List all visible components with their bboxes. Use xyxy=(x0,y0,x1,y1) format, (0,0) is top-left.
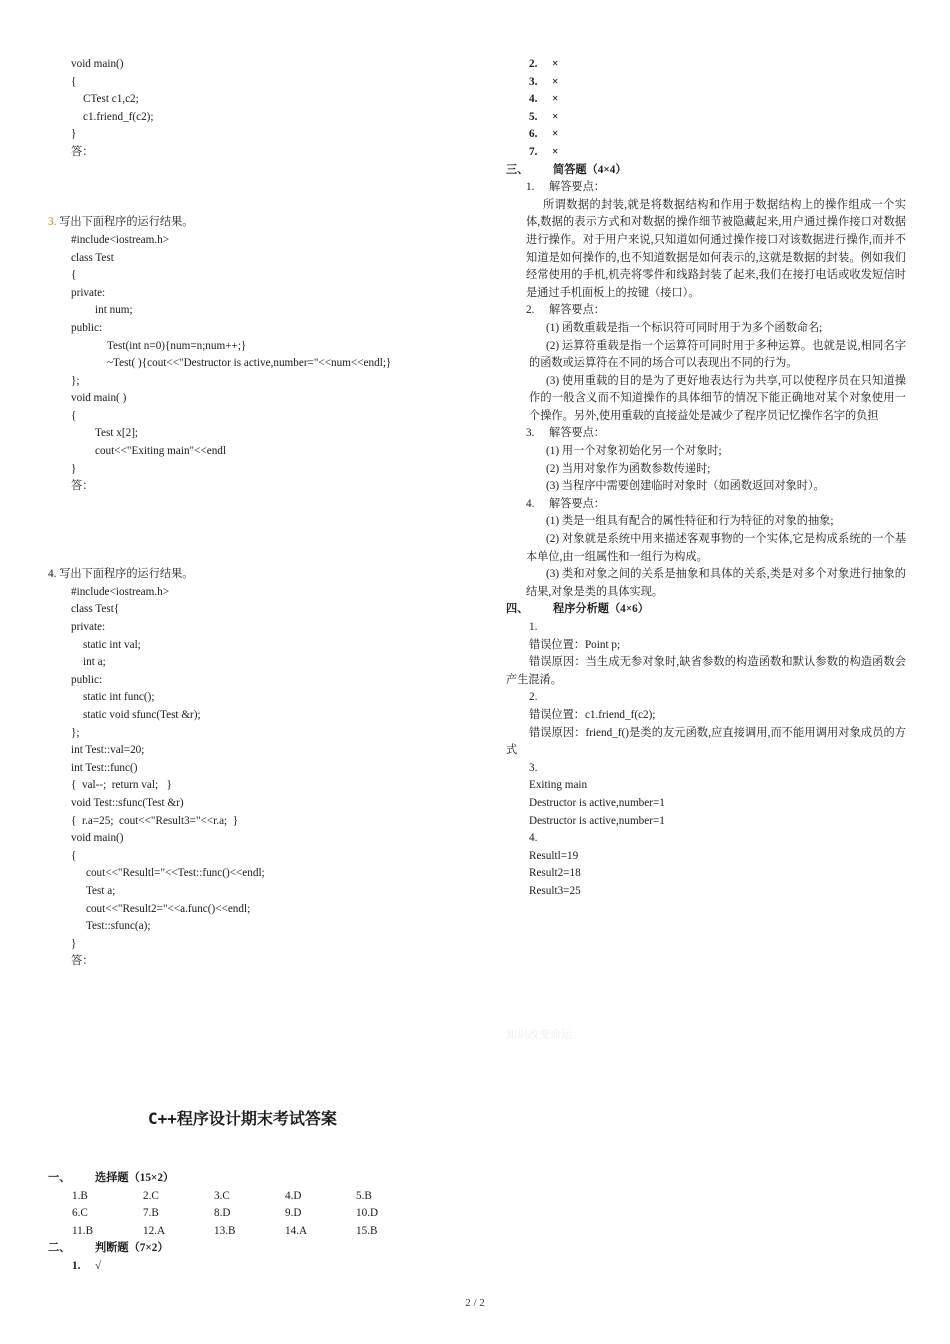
answer-4-point: (1) 类是一组具有配合的属性特征和行为特征的对象的抽象; xyxy=(546,515,834,528)
choice-answers xyxy=(48,1188,468,1241)
answer-4-point: (2) 对象就是系统中用来描述客观事物的一个实体,它是构成系统的一个基本单位,由一组属性和一组行为构成。 xyxy=(526,533,906,563)
page-title: C++程序设计期末考试答案 xyxy=(148,1109,337,1128)
output-line: Destructor is active,number=1 xyxy=(529,814,665,827)
judge-item: 3. × xyxy=(529,75,559,88)
page-number: 2 / 2 xyxy=(465,1297,485,1309)
code-line: { xyxy=(71,269,77,282)
code-line: void main() xyxy=(71,832,124,845)
code-line: void main( ) xyxy=(71,392,127,405)
analysis-3-label: 3. xyxy=(529,761,538,774)
answer-sheet xyxy=(48,1106,468,1276)
code-line: Test a; xyxy=(86,884,116,897)
code-line: int num; xyxy=(95,304,133,317)
code-line: Test::sfunc(a); xyxy=(86,920,151,933)
analysis-2-reason: 错误原因：friend_f()是类的友元函数,应直接调用,而不能用调用对象成员的方式 xyxy=(506,726,906,757)
code-line: static int func(); xyxy=(83,691,155,704)
code-line: { r.a=25; cout<<"Result3="<<r.a; } xyxy=(71,814,239,827)
analysis-1-label: 1. xyxy=(529,621,538,633)
output-line: Resultl=19 xyxy=(529,849,579,862)
analysis-1-reason: 错误原因：当生成无参对象时,缺省参数的构造函数和默认参数的构造函数会产生混淆。 xyxy=(506,656,906,686)
answer-3-head: 3. 解答要点： xyxy=(526,427,605,440)
code-line: }; xyxy=(71,374,80,387)
choice-answer: 6.C xyxy=(72,1207,88,1220)
choice-answer: 12.A xyxy=(143,1224,166,1237)
output-line: Destructor is active,number=1 xyxy=(529,796,665,809)
analysis-2-position: 错误位置：c1.friend_f(c2); xyxy=(529,708,656,721)
question-text: 写出下面程序的运行结果。 xyxy=(59,568,194,581)
code-line: cout<<"Resultl="<<Test::func()<<endl; xyxy=(86,867,265,880)
code-line: { xyxy=(71,75,77,88)
section-1-heading: 一、 选择题（15×2） xyxy=(48,1172,175,1184)
analysis-4-label: 4. xyxy=(529,832,538,845)
watermark: 知识改变命运 xyxy=(506,1029,572,1041)
code-line: private: xyxy=(71,621,106,634)
code-line: int Test::func() xyxy=(71,761,138,774)
answer-3-point: (3) 当程序中需要创建临时对象时（如函数返回对象时）。 xyxy=(546,480,825,493)
code-line: ~Test( ){cout<<"Destructor is active,number="<<num<<endl;} xyxy=(107,357,392,370)
choice-answer: 10.D xyxy=(356,1207,379,1220)
question-4-title xyxy=(48,566,448,584)
answer-1-text: 所谓数据的封装,就是将数据结构和作用于数据结构上的操作组成一个实体,数据的表示方式和对数据的操作细节被隐藏起来,用户通过操作接口对数据进行操作。对于用户来说,只知道如何通过操作接口对该数据进行操作,而并不知道是如何操作的,也不知道数据是如何表示的,这就是数据的封装。例如我们经常使用的手机,机壳将零件和线路封装了起来,我们在接打电话或收发短信时是通过手机面板上的按键（接口）。 xyxy=(526,198,906,299)
answer-3-point: (2) 当用对象作为函数参数传递时; xyxy=(546,462,711,475)
answer-label: 答： xyxy=(71,955,94,968)
code-line: { xyxy=(71,409,77,422)
question-3-title xyxy=(48,214,448,232)
choice-answer: 7.B xyxy=(143,1207,159,1220)
code-line: }; xyxy=(71,726,80,739)
section-2-heading: 二、 判断题（7×2） xyxy=(48,1242,169,1255)
question-number: 4. xyxy=(48,568,57,581)
judge-item: 6. × xyxy=(529,128,559,141)
code-line: { val--; return val; } xyxy=(71,779,172,792)
code-line: public: xyxy=(71,321,103,334)
answer-4-point: (3) 类和对象之间的关系是抽象和具体的关系,类是对多个对象进行抽象的结果,对象是类的具体实现。 xyxy=(526,568,906,598)
code-line: cout<<"Exiting main"<<endl xyxy=(95,445,226,458)
section-4-heading: 四、 程序分析题（4×6） xyxy=(506,603,649,616)
code-line: void main() xyxy=(71,58,124,70)
code-line: void Test::sfunc(Test &r) xyxy=(71,796,184,809)
code-line: class Test xyxy=(71,251,114,264)
choice-answer: 8.D xyxy=(214,1207,231,1220)
judge-item: 1. √ xyxy=(72,1259,102,1272)
answer-1-head: 1. 解答要点： xyxy=(526,181,605,194)
code-line: #include<iostream.h> xyxy=(71,585,170,598)
answer-label: 答： xyxy=(71,480,94,493)
answer-2-point: (1) 函数重载是指一个标识符可同时用于为多个函数命名; xyxy=(546,321,823,334)
code-line: private: xyxy=(71,286,106,299)
code-line: Test(int n=0){num=n;num++;} xyxy=(107,339,247,352)
code-line: { xyxy=(71,849,77,862)
choice-answer: 14.A xyxy=(285,1224,308,1237)
code-line: public: xyxy=(71,673,103,686)
code-line: } xyxy=(71,128,77,141)
judge-item: 5. × xyxy=(529,110,559,123)
choice-answer: 15.B xyxy=(356,1224,378,1237)
answer-2-point: (2) 运算符重载是指一个运算符可同时用于多种运算。也就是说,相同名字的函数或运算符在不同的场合可以表现出不同的行为。 xyxy=(529,339,906,370)
judge-item: 2. × xyxy=(529,58,559,70)
choice-answer: 13.B xyxy=(214,1224,236,1237)
code-line: class Test{ xyxy=(71,603,120,616)
code-line: int a; xyxy=(83,656,106,669)
answer-2-head: 2. 解答要点： xyxy=(526,304,605,317)
judge-item: 4. × xyxy=(529,93,559,106)
choice-answer: 4.D xyxy=(285,1189,302,1202)
code-line: } xyxy=(71,937,77,950)
code-line: CTest c1,c2; xyxy=(83,93,139,106)
output-line: Result2=18 xyxy=(529,867,581,880)
choice-answer: 1.B xyxy=(72,1189,88,1202)
choice-answer: 3.C xyxy=(214,1189,230,1202)
choice-answer: 11.B xyxy=(72,1224,94,1237)
answer-4-head: 4. 解答要点： xyxy=(526,497,605,510)
right-column xyxy=(506,56,906,901)
answer-2-point: (3) 使用重载的目的是为了更好地表达行为共享,可以使程序员在只知道操作的一般含义而不知道操作的具体细节的情况下能正确地对某个对象使用一个操作。另外,使用重载的直接益处是减少了程序员记忆操作名字的负担 xyxy=(529,374,906,422)
code-line: } xyxy=(71,462,77,475)
answer-3-point: (1) 用一个对象初始化另一个对象时; xyxy=(546,445,722,458)
judge-item: 7. × xyxy=(529,145,559,158)
code-line: int Test::val=20; xyxy=(71,744,145,757)
code-line: c1.friend_f(c2); xyxy=(83,110,154,123)
analysis-2-label: 2. xyxy=(529,691,538,704)
code-line: static void sfunc(Test &r); xyxy=(83,709,201,721)
code-line: Test x[2]; xyxy=(95,427,139,440)
choice-answer: 9.D xyxy=(285,1207,302,1220)
output-line: Exiting main xyxy=(529,779,588,792)
question-text: 写出下面程序的运行结果。 xyxy=(59,216,194,229)
choice-answer: 5.B xyxy=(356,1189,372,1202)
code-line: #include<iostream.h> xyxy=(71,233,170,246)
analysis-1-position: 错误位置：Point p; xyxy=(529,638,621,651)
question-number: 3. xyxy=(48,216,57,229)
answer-label: 答： xyxy=(71,145,94,158)
output-line: Result3=25 xyxy=(529,884,581,897)
left-column xyxy=(48,56,448,971)
choice-answer: 2.C xyxy=(143,1189,159,1202)
code-line: static int val; xyxy=(83,638,141,651)
section-3-heading: 三、 简答题（4×4） xyxy=(506,163,627,176)
code-line: cout<<"Result2="<<a.func()<<endl; xyxy=(86,902,251,915)
